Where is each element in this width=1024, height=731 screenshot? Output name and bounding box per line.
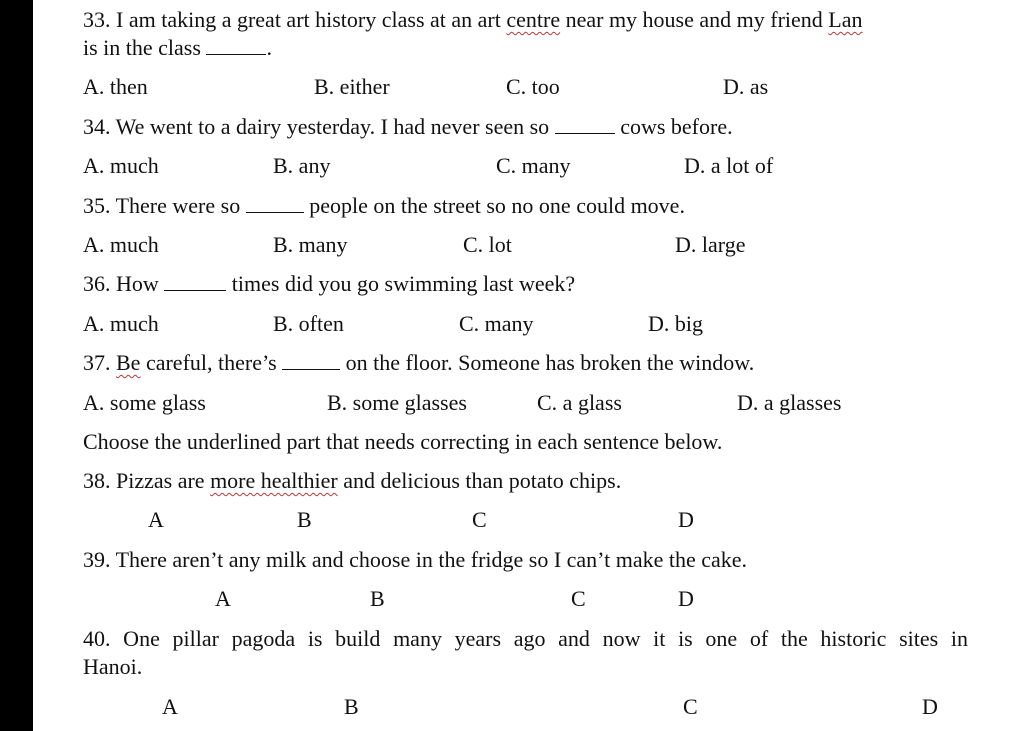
option-d: D. a lot of [684,153,774,178]
question-35-text-a: 35. There were so [83,193,241,218]
answer-blank [206,36,266,55]
question-40-line-2: Hanoi. [83,654,143,679]
question-37-text-b: on the floor. Someone has broken the window. [345,350,755,375]
letter-a: A [162,694,178,719]
question-36 [83,270,575,298]
answer-blank [246,194,304,213]
option-b: B. many [273,232,348,257]
question-38-text-a: 38. Pizzas are [83,468,205,493]
question-38-underlined-part: more healthier [210,468,338,493]
option-c: C. lot [463,232,512,257]
answer-blank [555,115,615,134]
option-d: D. big [648,311,703,336]
question-37-number: 37. [83,350,111,375]
letter-a: A [215,586,231,611]
question-39: 39. There aren’t any milk and choose in the fridge so I can’t make the cake. [83,547,748,572]
option-a: A. much [83,153,159,178]
section-instruction: Choose the underlined part that needs correcting in each sentence below. [83,429,723,454]
answer-blank [164,272,226,291]
question-34 [83,113,733,141]
question-37 [83,349,754,377]
option-a: A. much [83,232,159,257]
question-33-line-2 [83,34,272,62]
letter-d: D [678,586,694,611]
question-36-text-a: 36. How [83,271,159,296]
letter-a: A [148,507,164,532]
option-d: D. a glasses [737,390,842,415]
question-37-text-a: careful, there’s [145,350,277,375]
letter-b: B [297,507,312,532]
question-33-word-lan: Lan [828,7,863,32]
letter-c: C [571,586,586,611]
letter-c: C [472,507,487,532]
question-33-text-b: near my house and my friend [565,7,823,32]
question-40-line-1: 40. One pillar pagoda is build many years ago and now it is one of the historic sites in [83,626,968,651]
question-34-text-a: 34. We went to a dairy yesterday. I had never seen so [83,114,550,139]
question-37-word-be: Be [116,350,141,375]
option-c: C. too [506,74,560,99]
question-33-text-a: 33. I am taking a great art history class at an art [83,7,501,32]
letter-b: B [344,694,359,719]
option-d: D. large [675,232,746,257]
letter-b: B [370,586,385,611]
option-a: A. much [83,311,159,336]
option-c: C. a glass [537,390,622,415]
question-38-text-b: and delicious than potato chips. [343,468,622,493]
question-33-word-centre: centre [506,7,561,32]
question-34-text-b: cows before. [620,114,733,139]
option-b: B. any [273,153,331,178]
question-35 [83,192,685,220]
question-33-line-1 [83,6,863,34]
letter-d: D [678,507,694,532]
letter-c: C [683,694,698,719]
option-b: B. some glasses [327,390,467,415]
option-c: C. many [459,311,534,336]
option-d: D. as [723,74,769,99]
question-33-period: . [266,35,272,60]
option-b: B. either [314,74,390,99]
option-a: A. some glass [83,390,206,415]
worksheet-page [33,0,1024,731]
option-b: B. often [273,311,344,336]
question-33-text-c: is in the class [83,35,201,60]
answer-blank [282,351,340,370]
question-36-text-b: times did you go swimming last week? [231,271,576,296]
letter-d: D [922,694,938,719]
question-38 [83,467,621,495]
question-35-text-b: people on the street so no one could move. [309,193,685,218]
option-c: C. many [496,153,571,178]
option-a: A. then [83,74,148,99]
